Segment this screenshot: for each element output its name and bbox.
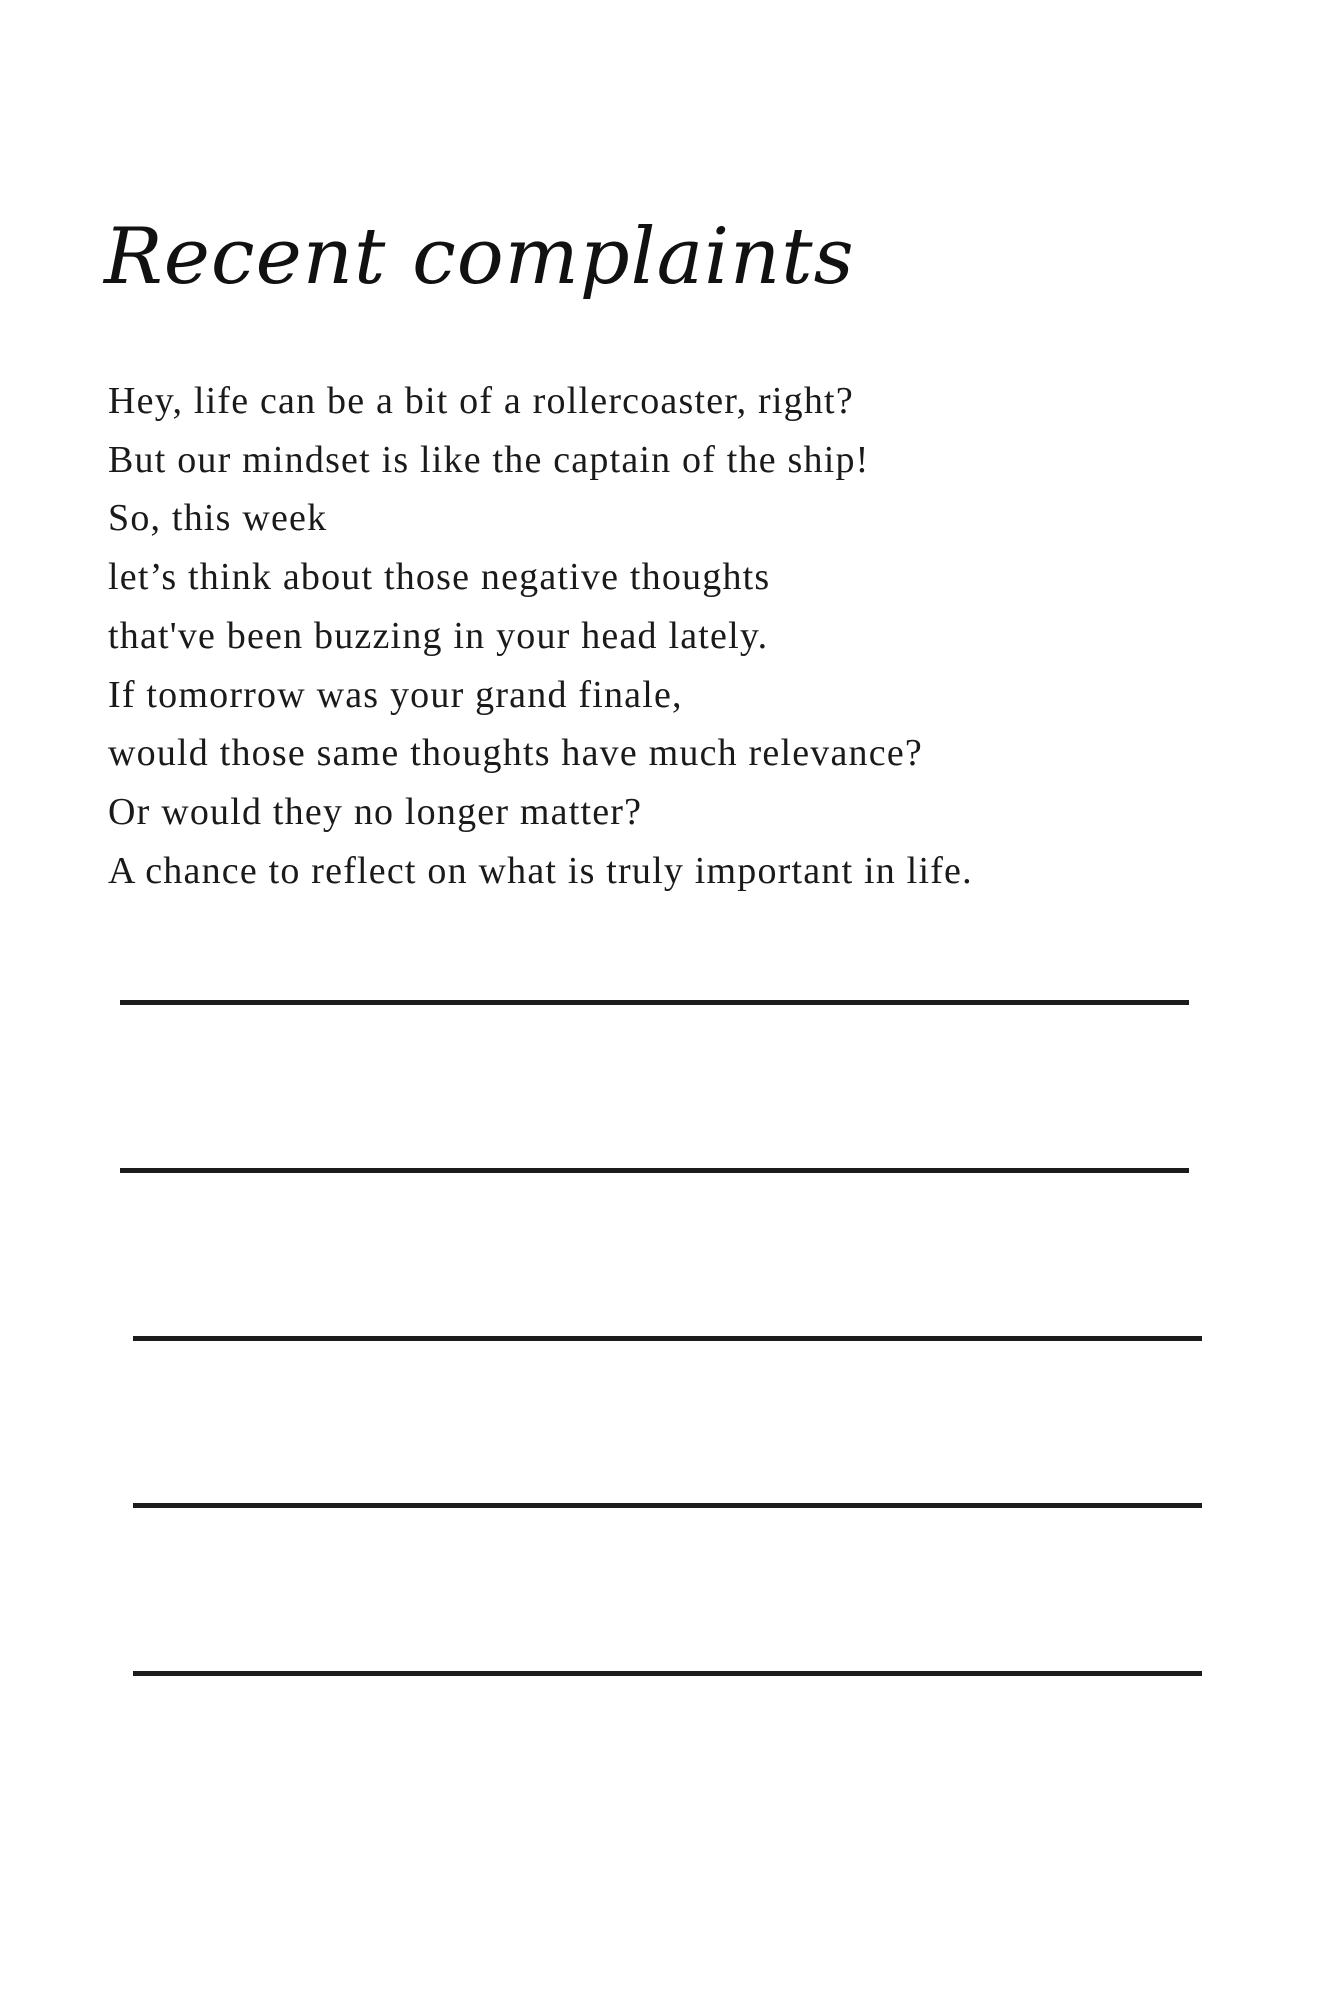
prompt-text	[108, 372, 1228, 900]
prompt-line: let’s think about those negative thoughts	[108, 556, 771, 599]
writing-line	[120, 1000, 1189, 1005]
writing-line	[133, 1503, 1202, 1508]
writing-line	[133, 1671, 1202, 1676]
page-title: Recent complaints	[104, 212, 855, 302]
writing-line	[120, 1168, 1189, 1173]
writing-line	[133, 1336, 1202, 1341]
prompt-line: So, this week	[108, 497, 328, 540]
prompt-line: Hey, life can be a bit of a rollercoaster, right?	[108, 380, 854, 422]
prompt-line: If tomorrow was your grand finale,	[108, 673, 683, 716]
prompt-line: A chance to reflect on what is truly important in life.	[108, 849, 973, 892]
prompt-line: that've been buzzing in your head lately.	[108, 614, 769, 657]
prompt-line: Or would they no longer matter?	[108, 790, 643, 833]
prompt-line: But our mindset is like the captain of the ship!	[108, 438, 870, 481]
prompt-line: would those same thoughts have much relevance?	[108, 732, 923, 775]
